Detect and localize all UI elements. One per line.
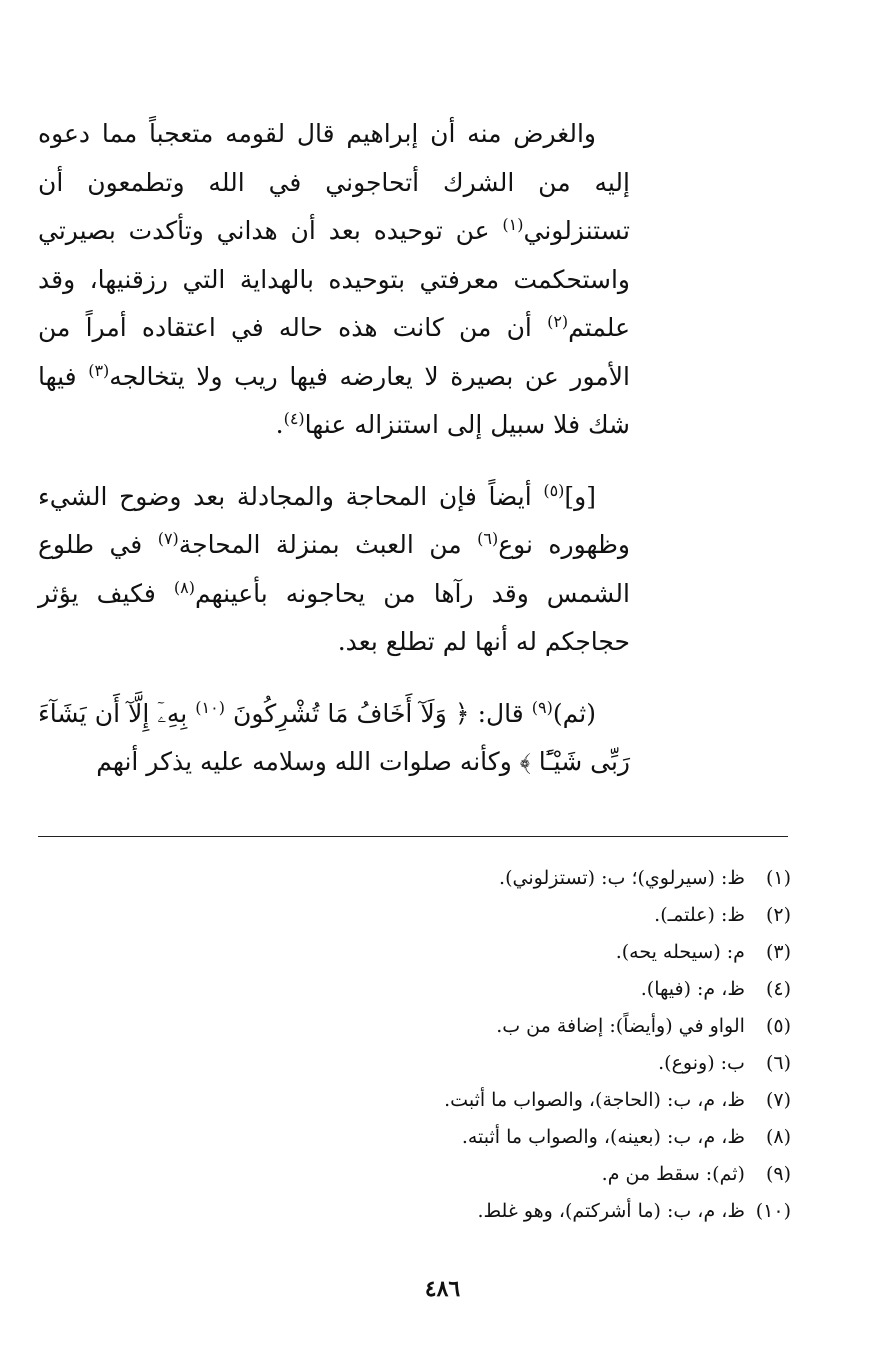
footnote-text: (ثم): سقط من م.: [601, 1163, 745, 1185]
footnote-ref-10[interactable]: (١٠): [195, 697, 225, 717]
footnote-item: [91, 1082, 791, 1119]
paragraph-3-part-a: (ثم): [552, 698, 596, 728]
footnote-text: ظ، م، ب: (بعينه)، والصواب ما أثبته.: [461, 1126, 745, 1148]
footnote-item: [91, 971, 791, 1008]
paragraph-2-part-a: [و]: [564, 481, 596, 511]
footnote-number: (١): [765, 867, 791, 889]
footnote-ref-4[interactable]: (٤): [283, 409, 305, 428]
paragraph-2-part-d: في طلوع الشمس وقد رآها من يحاجونه بأعينهم: [38, 530, 630, 608]
footnote-ref-7[interactable]: (٧): [157, 529, 179, 548]
footnote-text: ظ، م، ب: (الحاجة)، والصواب ما أثبت.: [444, 1089, 745, 1111]
footnote-number: (٩): [765, 1163, 791, 1185]
footnote-text: الواو في (وأيضاً): إضافة من ب.: [496, 1015, 745, 1037]
footnote-item: [91, 1156, 791, 1193]
paragraph-1-part-a: والغرض منه أن إبراهيم قال لقومه متعجباً مما دعوه إليه من الشرك أتحاجوني في الله وتطمعون أن تستنزلوني: [38, 119, 630, 245]
footnote-text: ظ، م: (فيها).: [640, 978, 745, 1000]
footnote-ref-8[interactable]: (٨): [173, 577, 195, 597]
paragraph-2-part-e: فكيف يؤثر حجاجكم له أنها لم تطلع بعد.: [38, 578, 630, 656]
footnote-number: (٧): [765, 1089, 791, 1111]
footnote-text: ظ: (سيرلوي)؛ ب: (تستزلوني).: [499, 867, 745, 889]
quran-verse-part-1: قال: ﴿ وَلَآ أَخَافُ مَا تُشْرِكُونَ: [224, 698, 532, 728]
paragraph-2: [38, 473, 630, 667]
footnote-text: م: (سيحله يحه).: [615, 941, 745, 963]
footnote-number: (٢): [765, 904, 791, 926]
footnote-ref-2[interactable]: (٢): [547, 312, 569, 331]
paragraph-1-part-c: أن من كانت هذه حاله في اعتقاده أمراً من الأمور عن بصيرة لا يعارضه فيها ريب ولا يتخالجه: [38, 313, 630, 391]
page-number: ٤٨٦: [424, 1276, 461, 1302]
footnote-ref-6[interactable]: (٦): [477, 529, 499, 548]
footnote-number: (٥): [765, 1015, 791, 1037]
paragraph-2-part-b: أيضاً فإن المحاجة والمجادلة بعد وضوح الشيء وظهوره نوع: [38, 481, 630, 559]
footnote-item: [91, 1008, 791, 1045]
footnote-ref-1[interactable]: (١): [502, 215, 524, 234]
paragraph-1: [38, 110, 630, 450]
footnote-item: [91, 1119, 791, 1156]
paragraph-3-part-d: وكأنه صلوات الله وسلامه عليه يذكر أنهم: [96, 747, 520, 776]
footnote-ref-9[interactable]: (٩): [531, 697, 553, 717]
paragraph-3: [38, 690, 630, 787]
footnote-ref-5[interactable]: (٥): [543, 480, 565, 500]
footnote-text: ب: (ونوع).: [658, 1052, 745, 1074]
paragraph-1-part-b: عن توحيده بعد أن هداني وتأكدت بصيرتي واستحكمت معرفتي بتوحيده بالهداية التي رزقنيها، وقد علمتم: [38, 216, 630, 342]
paragraph-1-part-d: فيها شك فلا سبيل إلى استنزاله عنها: [38, 361, 630, 439]
footnote-item: [91, 860, 791, 897]
footnote-item: [91, 1045, 791, 1082]
main-text: [38, 110, 630, 787]
footnotes-list: [91, 860, 791, 1230]
paragraph-1-part-e: .: [275, 410, 284, 439]
footnote-number: (٤): [765, 978, 791, 1000]
footnote-number: (٣): [765, 941, 791, 963]
footnote-item: [91, 1193, 791, 1230]
footnote-number: (٦): [765, 1052, 791, 1074]
footnote-ref-3[interactable]: (٣): [88, 360, 110, 380]
footnote-item: [91, 934, 791, 971]
footnote-number: (٨): [765, 1126, 791, 1148]
paragraph-2-part-c: من العبث بمنزلة المحاجة: [178, 530, 478, 559]
footnote-number: (١٠): [755, 1200, 791, 1222]
quran-verse-part-2: بِهِۦٓ إِلَّآ أَن يَشَآءَ رَبِّى شَيْـًٔا ﴾: [38, 698, 630, 776]
footnote-item: [91, 897, 791, 934]
footnote-separator: [38, 836, 788, 837]
footnote-text: ظ، م، ب: (ما أشركتم)، وهو غلط.: [477, 1200, 745, 1222]
footnote-text: ظ: (علتمـ).: [654, 904, 745, 926]
